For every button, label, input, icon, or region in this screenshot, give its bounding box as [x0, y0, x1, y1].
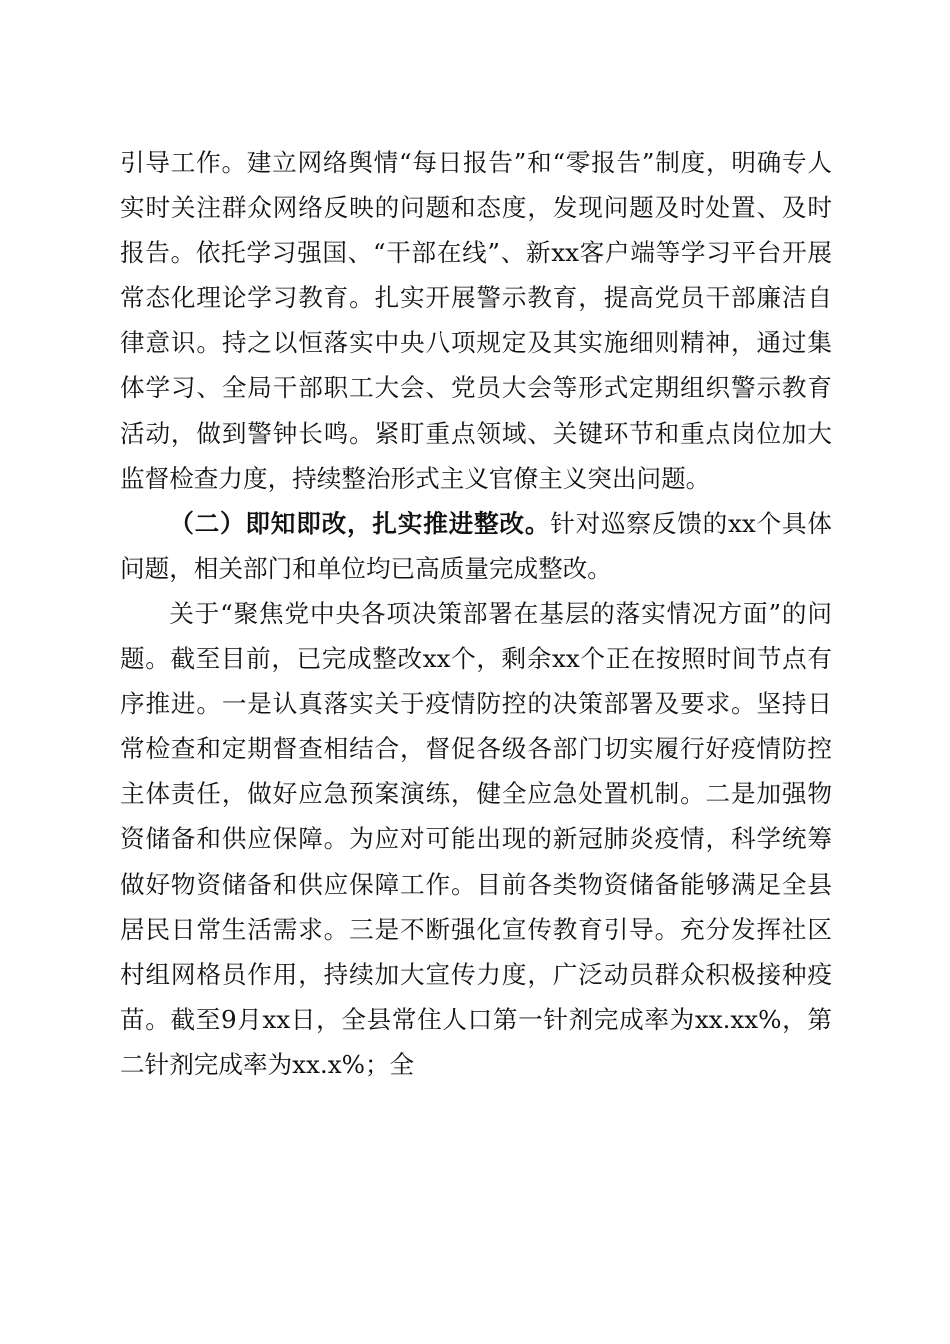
paragraph-rectification-heading — [120, 501, 832, 591]
paragraph-propaganda-guidance: 引导工作。建立网络舆情“每日报告”和“零报告”制度，明确专人实时关注群众网络反映的问题和态度，发现问题及时处置、及时报告。依托学习强国、“干部在线”、新xx客户端等学习平台开展常态化理论学习教育。扎实开展警示教育，提高党员干部廉洁自律意识。持之以恒落实中央八项规定及其实施细则精神，通过集体学习、全局干部职工大会、党员大会等形式定期组织警示教育活动，做到警钟长鸣。紧盯重点领域、关键环节和重点岗位加大监督检查力度，持续整治形式主义官僚主义突出问题。 — [120, 148, 832, 493]
paragraph-policy-implementation: 关于“聚焦党中央各项决策部署在基层的落实情况方面”的问题。截至目前，已完成整改xx个，剩余xx个正在按照时间节点有序推进。一是认真落实关于疫情防控的决策部署及要求。坚持日常检查和定期督查相结合，督促各级各部门切实履行好疫情防控主体责任，做好应急预案演练，健全应急处置机制。二是加强物资储备和供应保障。为应对可能出现的新冠肺炎疫情，科学统筹做好物资储备和供应保障工作。目前各类物资储备能够满足全县居民日常生活需求。三是不断强化宣传教育引导。充分发挥社区村组网格员作用，持续加大宣传力度，广泛动员群众积极接种疫苗。截至9月xx日，全县常住人口第一针剂完成率为xx.xx%，第二针剂完成率为xx.x%；全 — [120, 598, 832, 1079]
section-heading-two-body: 针对巡察反馈的xx个具体问题，相关部门和单位均已高质量完成整改。 — [120, 508, 832, 583]
document-body — [120, 140, 832, 1087]
section-heading-two: （二）即知即改，扎实推进整改。 — [169, 508, 551, 538]
